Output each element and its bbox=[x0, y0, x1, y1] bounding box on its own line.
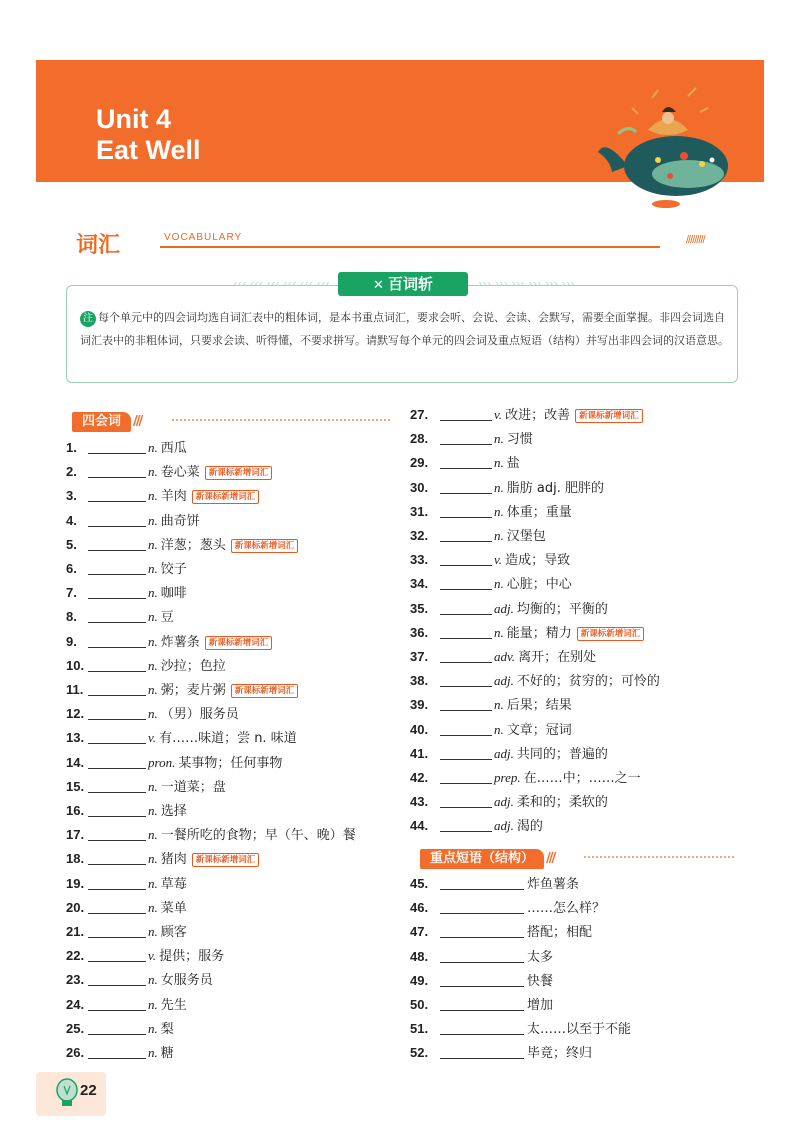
part-of-speech: n. bbox=[148, 633, 158, 649]
new-word-tag: 新课标新增词汇 bbox=[575, 409, 643, 423]
new-word-tag: 新课标新增词汇 bbox=[231, 539, 299, 553]
entry-number: 2. bbox=[66, 464, 77, 480]
answer-blank[interactable] bbox=[440, 575, 492, 590]
new-word-tag: 新课标新增词汇 bbox=[205, 466, 273, 480]
phrase-meaning: 增加 bbox=[527, 998, 554, 1013]
note-chevrons-right: ››› ››› ››› ››› ››› ››› bbox=[478, 277, 575, 290]
new-word-tag: 新课标新增词汇 bbox=[577, 627, 645, 641]
word-entry bbox=[66, 606, 174, 628]
entry-number: 27. bbox=[410, 407, 429, 422]
phrase-meaning: 太多 bbox=[527, 949, 554, 965]
part-of-speech: n. bbox=[148, 899, 158, 915]
word-entry bbox=[66, 824, 356, 846]
word-meaning: 猪肉 bbox=[160, 852, 187, 868]
word-meaning: 心脏；中心 bbox=[506, 577, 572, 593]
word-meaning: 离开；在别处 bbox=[518, 650, 597, 665]
entry-number: 26. bbox=[66, 1045, 85, 1060]
answer-blank[interactable] bbox=[440, 600, 492, 615]
answer-blank[interactable] bbox=[88, 826, 146, 841]
word-meaning: 女服务员 bbox=[160, 973, 213, 989]
answer-blank[interactable] bbox=[88, 899, 146, 914]
word-entry bbox=[410, 452, 520, 474]
answer-blank[interactable] bbox=[440, 745, 492, 760]
part-of-speech: n. bbox=[494, 697, 504, 713]
answer-blank[interactable] bbox=[88, 947, 146, 962]
answer-blank[interactable] bbox=[88, 923, 146, 938]
phrase-meaning: 太……以至于不能 bbox=[527, 1022, 632, 1038]
answer-blank[interactable] bbox=[440, 479, 492, 494]
word-meaning: 后果；结果 bbox=[506, 698, 572, 714]
part-of-speech: n. bbox=[148, 464, 158, 480]
part-of-speech: n. bbox=[148, 924, 158, 939]
word-entry bbox=[66, 534, 298, 556]
word-meaning: 炸薯条 bbox=[160, 634, 200, 650]
part-of-speech: n. bbox=[148, 609, 158, 625]
word-entry bbox=[66, 800, 187, 822]
answer-blank[interactable] bbox=[440, 972, 524, 987]
word-entry bbox=[66, 679, 298, 701]
new-word-tag: 新课标新增词汇 bbox=[231, 684, 299, 698]
entry-number: 4. bbox=[66, 512, 77, 528]
word-entry bbox=[410, 719, 572, 741]
entry-number: 7. bbox=[66, 585, 77, 601]
part-of-speech: adj. bbox=[494, 818, 514, 834]
answer-blank[interactable] bbox=[88, 681, 146, 696]
part-of-speech: n. bbox=[148, 972, 158, 988]
word-entry bbox=[410, 815, 543, 837]
note-chevrons-left: ‹‹‹ ‹‹‹ ‹‹‹ ‹‹‹ ‹‹‹ ‹‹‹ bbox=[233, 277, 330, 290]
answer-blank[interactable] bbox=[440, 1044, 524, 1059]
section-phrases-header bbox=[420, 847, 554, 867]
entry-number: 30. bbox=[410, 479, 429, 495]
answer-blank[interactable] bbox=[88, 584, 146, 599]
answer-blank[interactable] bbox=[440, 551, 492, 566]
word-meaning: 脂肪 adj. 肥胖的 bbox=[506, 480, 604, 496]
word-entry bbox=[66, 703, 239, 725]
entry-number: 18. bbox=[66, 851, 85, 867]
part-of-speech: n. bbox=[148, 1020, 158, 1036]
word-entry bbox=[66, 921, 187, 943]
entry-number: 34. bbox=[410, 576, 429, 592]
section-phrases-dots bbox=[584, 856, 734, 858]
new-word-tag: 新课标新增词汇 bbox=[205, 636, 273, 650]
note-tab bbox=[338, 272, 468, 296]
entry-number: 45. bbox=[410, 876, 429, 891]
phrase-entry bbox=[410, 897, 605, 919]
word-meaning: 不好的；贫穷的；可怜的 bbox=[516, 674, 660, 690]
answer-blank[interactable] bbox=[88, 608, 146, 623]
phrase-entry bbox=[410, 946, 553, 968]
answer-blank[interactable] bbox=[88, 850, 146, 865]
answer-blank[interactable] bbox=[440, 875, 524, 890]
entry-number: 12. bbox=[66, 706, 85, 722]
answer-blank[interactable] bbox=[88, 705, 146, 720]
word-meaning: 体重；重量 bbox=[506, 504, 572, 520]
part-of-speech: n. bbox=[494, 503, 504, 519]
unit-number: Unit 4 bbox=[96, 104, 172, 134]
phrase-entry bbox=[410, 873, 579, 895]
word-entry bbox=[410, 622, 644, 644]
entry-number: 35. bbox=[410, 600, 429, 616]
word-meaning: 沙拉；色拉 bbox=[160, 658, 226, 674]
part-of-speech: n. bbox=[148, 512, 158, 528]
entry-number: 25. bbox=[66, 1020, 85, 1036]
entry-number: 49. bbox=[410, 972, 429, 988]
entry-number: 16. bbox=[66, 803, 85, 818]
phrase-entry bbox=[410, 1018, 631, 1040]
phrase-meaning: 炸鱼薯条 bbox=[527, 877, 580, 892]
entry-number: 44. bbox=[410, 818, 429, 834]
word-entry bbox=[410, 428, 533, 450]
word-meaning: 先生 bbox=[160, 997, 187, 1013]
sword-icon: ✕ bbox=[373, 278, 384, 293]
word-entry bbox=[66, 752, 282, 774]
answer-blank[interactable] bbox=[88, 439, 146, 454]
answer-blank[interactable] bbox=[440, 454, 492, 469]
word-entry bbox=[410, 670, 660, 692]
word-entry bbox=[66, 994, 187, 1016]
note-body: 每个单元中的四会词均选自词汇表中的粗体词，是本书重点词汇，要求会听、会说、会读、会默写，需要全面掌握。非四会词选自词汇表中的非粗体词，只要求会读、听得懂，不要求拼写。请默写每个单元的四会词及重点短语（结构）并写出非四会词的汉语意思。 bbox=[80, 311, 729, 347]
new-word-tag: 新课标新增词汇 bbox=[192, 490, 260, 504]
answer-blank[interactable] bbox=[440, 1020, 524, 1035]
word-entry bbox=[66, 1018, 174, 1040]
part-of-speech: n. bbox=[494, 624, 504, 640]
answer-blank[interactable] bbox=[440, 624, 492, 639]
answer-blank[interactable] bbox=[440, 648, 492, 663]
new-word-tag: 新课标新增词汇 bbox=[192, 853, 260, 867]
part-of-speech: prep. bbox=[494, 770, 521, 785]
unit-title bbox=[96, 104, 201, 166]
entry-number: 39. bbox=[410, 697, 429, 713]
word-entry bbox=[410, 525, 546, 547]
entry-number: 33. bbox=[410, 552, 429, 568]
vocabulary-header bbox=[64, 222, 740, 262]
note-badge: 注 bbox=[80, 311, 96, 327]
part-of-speech: n. bbox=[148, 1045, 158, 1060]
part-of-speech: adj. bbox=[494, 600, 514, 616]
word-meaning: 粥；麦片粥 bbox=[160, 683, 226, 698]
part-of-speech: adj. bbox=[494, 673, 514, 689]
answer-blank[interactable] bbox=[88, 1044, 146, 1059]
entry-number: 48. bbox=[410, 948, 429, 964]
word-meaning: 顾客 bbox=[160, 925, 187, 940]
answer-blank[interactable] bbox=[440, 948, 524, 963]
part-of-speech: v. bbox=[148, 948, 157, 964]
entry-number: 36. bbox=[410, 624, 429, 640]
part-of-speech: n. bbox=[148, 803, 158, 818]
entry-number: 5. bbox=[66, 536, 77, 552]
word-meaning: 造成；导致 bbox=[505, 553, 571, 569]
word-entry bbox=[410, 767, 641, 789]
answer-blank[interactable] bbox=[440, 406, 492, 421]
part-of-speech: n. bbox=[494, 479, 504, 495]
entry-number: 40. bbox=[410, 721, 429, 737]
lightbulb-icon bbox=[52, 1076, 82, 1112]
answer-blank[interactable] bbox=[88, 633, 146, 648]
word-meaning: 草莓 bbox=[160, 876, 187, 892]
part-of-speech: n. bbox=[148, 657, 158, 673]
word-entry bbox=[66, 897, 187, 919]
section-bars: /// bbox=[546, 851, 555, 866]
word-meaning: 梨 bbox=[160, 1021, 174, 1037]
word-meaning: 提供；服务 bbox=[159, 949, 225, 965]
word-meaning: 一道菜；盘 bbox=[160, 779, 226, 795]
part-of-speech: n. bbox=[494, 455, 504, 471]
word-meaning: 盐 bbox=[506, 456, 520, 472]
word-meaning: 汉堡包 bbox=[506, 529, 546, 544]
word-meaning: 卷心菜 bbox=[160, 465, 200, 481]
part-of-speech: adv. bbox=[494, 649, 516, 664]
word-entry bbox=[66, 437, 187, 459]
word-entry bbox=[66, 461, 272, 483]
word-entry bbox=[410, 743, 608, 765]
entry-number: 32. bbox=[410, 528, 429, 543]
answer-blank[interactable] bbox=[88, 1020, 146, 1035]
answer-blank[interactable] bbox=[440, 527, 492, 542]
word-meaning: 柔和的；柔软的 bbox=[516, 795, 608, 811]
answer-blank[interactable] bbox=[440, 817, 492, 832]
entry-number: 10. bbox=[66, 657, 85, 673]
answer-blank[interactable] bbox=[440, 721, 492, 736]
answer-blank[interactable] bbox=[88, 560, 146, 575]
part-of-speech: n. bbox=[148, 585, 158, 601]
vocabulary-rule bbox=[160, 246, 660, 248]
entry-number: 20. bbox=[66, 899, 85, 915]
word-entry bbox=[410, 477, 604, 499]
word-entry bbox=[410, 791, 608, 813]
word-entry bbox=[410, 549, 570, 571]
part-of-speech: n. bbox=[494, 431, 504, 447]
word-entry bbox=[66, 873, 187, 895]
vocabulary-subtitle: VOCABULARY bbox=[164, 232, 243, 243]
note-text bbox=[80, 306, 730, 352]
entry-number: 22. bbox=[66, 948, 85, 964]
word-entry bbox=[66, 655, 226, 677]
entry-number: 23. bbox=[66, 972, 85, 988]
part-of-speech: n. bbox=[148, 875, 158, 891]
entry-number: 31. bbox=[410, 503, 429, 519]
phrase-entry bbox=[410, 994, 553, 1016]
entry-number: 1. bbox=[66, 440, 77, 455]
section-words-header bbox=[72, 410, 141, 430]
part-of-speech: n. bbox=[494, 721, 504, 737]
word-meaning: 菜单 bbox=[160, 900, 187, 916]
entry-number: 29. bbox=[410, 455, 429, 471]
part-of-speech: n. bbox=[148, 561, 158, 576]
entry-number: 19. bbox=[66, 875, 85, 891]
entry-number: 42. bbox=[410, 770, 429, 785]
word-meaning: 在……中；……之一 bbox=[523, 771, 641, 786]
word-meaning: 曲奇饼 bbox=[160, 513, 200, 529]
entry-number: 15. bbox=[66, 778, 85, 794]
entry-number: 38. bbox=[410, 673, 429, 689]
part-of-speech: n. bbox=[148, 682, 158, 697]
answer-blank[interactable] bbox=[88, 802, 146, 817]
word-entry bbox=[410, 573, 572, 595]
entry-number: 3. bbox=[66, 488, 77, 504]
entry-number: 46. bbox=[410, 900, 429, 916]
part-of-speech: n. bbox=[494, 528, 504, 543]
entry-number: 28. bbox=[410, 431, 429, 447]
word-meaning: 洋葱；葱头 bbox=[160, 537, 226, 553]
phrase-entry bbox=[410, 1042, 592, 1064]
entry-number: 37. bbox=[410, 649, 429, 664]
unit-name: Eat Well bbox=[96, 135, 201, 165]
vocabulary-title: 词汇 bbox=[76, 233, 121, 258]
word-meaning: 改进；改善 bbox=[505, 408, 571, 423]
part-of-speech: n. bbox=[148, 440, 158, 455]
word-meaning: 选择 bbox=[160, 804, 187, 819]
page-number: 22 bbox=[80, 1082, 97, 1099]
word-entry bbox=[410, 404, 643, 426]
word-meaning: 西瓜 bbox=[160, 441, 187, 456]
phrase-entry bbox=[410, 921, 592, 943]
answer-blank[interactable] bbox=[88, 657, 146, 672]
entry-number: 52. bbox=[410, 1045, 429, 1061]
word-entry bbox=[66, 945, 224, 967]
word-meaning: 能量；精力 bbox=[506, 625, 572, 641]
answer-blank[interactable] bbox=[88, 778, 146, 793]
word-meaning: 某事物；任何事物 bbox=[178, 755, 283, 771]
part-of-speech: v. bbox=[494, 407, 503, 422]
entry-number: 24. bbox=[66, 996, 85, 1012]
answer-blank[interactable] bbox=[88, 875, 146, 890]
answer-blank[interactable] bbox=[440, 923, 524, 938]
part-of-speech: n. bbox=[148, 827, 158, 843]
part-of-speech: n. bbox=[148, 778, 158, 794]
phrase-meaning: ……怎么样？ bbox=[527, 901, 606, 917]
note-tab-label: 百词斩 bbox=[387, 275, 433, 293]
part-of-speech: pron. bbox=[148, 754, 176, 770]
answer-blank[interactable] bbox=[440, 430, 492, 445]
word-meaning: 羊肉 bbox=[160, 489, 187, 505]
whale-illustration bbox=[588, 68, 738, 214]
answer-blank[interactable] bbox=[88, 971, 146, 986]
entry-number: 17. bbox=[66, 827, 85, 843]
phrase-meaning: 毕竟；终归 bbox=[527, 1046, 593, 1062]
entry-number: 6. bbox=[66, 561, 77, 576]
section-words-label: 四会词 bbox=[72, 412, 131, 432]
word-meaning: 糖 bbox=[160, 1046, 174, 1061]
answer-blank[interactable] bbox=[88, 463, 146, 478]
entry-number: 51. bbox=[410, 1021, 429, 1037]
word-entry bbox=[410, 598, 608, 620]
answer-blank[interactable] bbox=[440, 899, 524, 914]
answer-blank[interactable] bbox=[440, 696, 492, 711]
answer-blank[interactable] bbox=[88, 487, 146, 502]
word-entry bbox=[66, 1042, 174, 1064]
part-of-speech: adj. bbox=[494, 745, 514, 761]
word-meaning: 习惯 bbox=[506, 432, 533, 448]
word-entry bbox=[410, 646, 596, 668]
answer-blank[interactable] bbox=[440, 996, 524, 1011]
word-meaning: 有……味道；尝 n. 味道 bbox=[159, 731, 297, 747]
answer-blank[interactable] bbox=[88, 729, 146, 744]
word-meaning: 渴的 bbox=[516, 819, 543, 835]
word-entry bbox=[66, 776, 226, 798]
answer-blank[interactable] bbox=[88, 996, 146, 1011]
answer-blank[interactable] bbox=[440, 793, 492, 808]
entry-number: 41. bbox=[410, 745, 429, 761]
section-phrases-label: 重点短语（结构） bbox=[420, 849, 544, 869]
word-meaning: 一餐所吃的食物；早（午、晚）餐 bbox=[160, 828, 356, 844]
answer-blank[interactable] bbox=[440, 769, 492, 784]
answer-blank[interactable] bbox=[88, 754, 146, 769]
word-meaning: 豆 bbox=[160, 610, 174, 626]
entry-number: 50. bbox=[410, 997, 429, 1012]
entry-number: 43. bbox=[410, 794, 429, 810]
part-of-speech: v. bbox=[148, 730, 157, 746]
answer-blank[interactable] bbox=[88, 536, 146, 551]
entry-number: 14. bbox=[66, 754, 85, 770]
word-entry bbox=[66, 485, 259, 507]
part-of-speech: v. bbox=[494, 552, 503, 568]
phrase-meaning: 快餐 bbox=[527, 973, 554, 989]
entry-number: 8. bbox=[66, 609, 77, 625]
part-of-speech: n. bbox=[148, 536, 158, 552]
word-entry bbox=[66, 727, 297, 749]
word-meaning: 文章；冠词 bbox=[506, 722, 572, 738]
part-of-speech: n. bbox=[148, 706, 158, 722]
entry-number: 13. bbox=[66, 730, 85, 746]
entry-number: 47. bbox=[410, 924, 429, 940]
entry-number: 9. bbox=[66, 633, 77, 649]
answer-blank[interactable] bbox=[88, 512, 146, 527]
part-of-speech: n. bbox=[148, 488, 158, 504]
word-entry bbox=[410, 694, 572, 716]
part-of-speech: n. bbox=[148, 851, 158, 867]
part-of-speech: n. bbox=[494, 576, 504, 592]
word-entry bbox=[66, 969, 213, 991]
phrase-entry bbox=[410, 970, 553, 992]
part-of-speech: adj. bbox=[494, 794, 514, 810]
part-of-speech: n. bbox=[148, 996, 158, 1012]
answer-blank[interactable] bbox=[440, 503, 492, 518]
entry-number: 11. bbox=[66, 682, 84, 697]
word-meaning: 均衡的；平衡的 bbox=[516, 601, 608, 617]
entry-number: 21. bbox=[66, 924, 85, 939]
answer-blank[interactable] bbox=[440, 672, 492, 687]
section-bars: /// bbox=[133, 414, 142, 429]
section-words-dots bbox=[172, 419, 390, 421]
vocabulary-hatch: ///////// bbox=[686, 234, 705, 246]
phrase-meaning: 搭配；相配 bbox=[527, 925, 593, 941]
word-entry bbox=[66, 582, 187, 604]
word-entry bbox=[410, 501, 572, 523]
word-meaning: 咖啡 bbox=[160, 586, 187, 602]
word-meaning: 饺子 bbox=[160, 562, 187, 577]
word-entry bbox=[66, 848, 259, 870]
word-meaning: （男）服务员 bbox=[160, 707, 239, 723]
word-entry bbox=[66, 631, 272, 653]
word-entry bbox=[66, 510, 200, 532]
word-meaning: 共同的；普遍的 bbox=[516, 746, 608, 762]
word-entry bbox=[66, 558, 187, 580]
